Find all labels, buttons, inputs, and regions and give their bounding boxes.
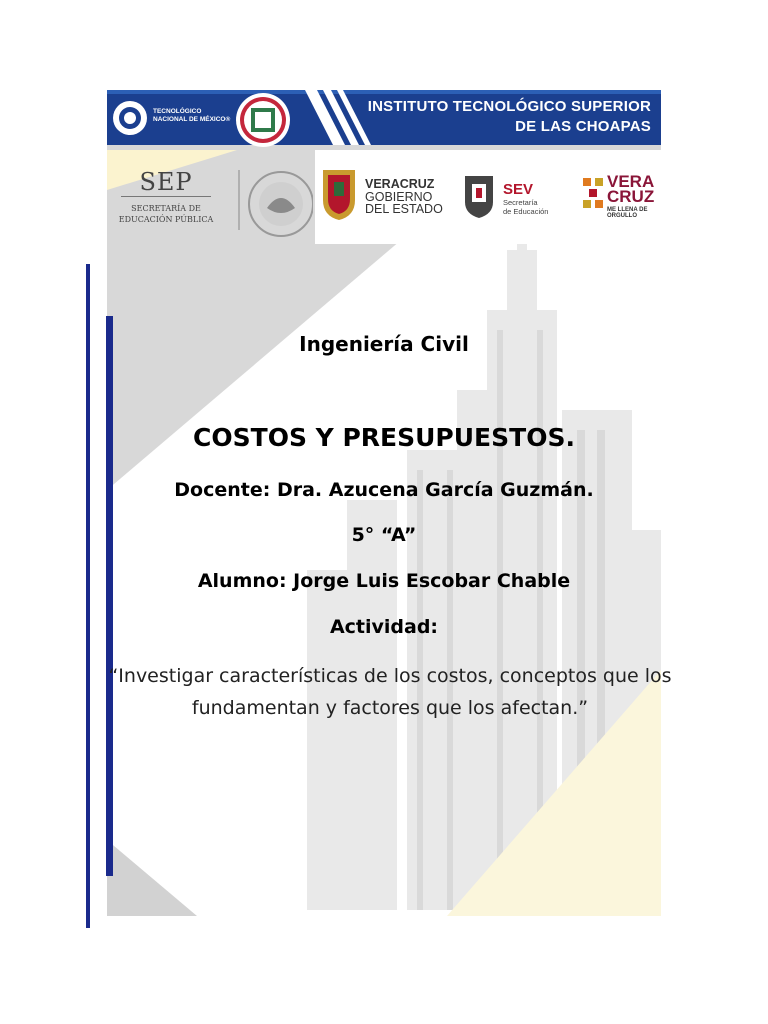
sev-logo: SEV Secretaría de Educación bbox=[503, 181, 549, 216]
activity-label: Actividad: bbox=[329, 616, 439, 638]
course-title: COSTOS Y PRESUPUESTOS. bbox=[193, 423, 575, 452]
logos-row bbox=[107, 160, 661, 242]
left-blue-rule-outer bbox=[86, 264, 90, 928]
tecnm-label: TECNOLÓGICO NACIONAL DE MÉXICO® bbox=[153, 108, 231, 123]
institute-title: INSTITUTO TECNOLÓGICO SUPERIOR DE LAS CHOAPAS bbox=[367, 98, 651, 135]
left-blue-rule-inner bbox=[106, 316, 113, 876]
teacher-line: Docente: Dra. Azucena García Guzmán. bbox=[174, 479, 594, 501]
institute-seal-icon bbox=[236, 93, 290, 147]
activity-description: “Investigar características de los costos, conceptos que los fundamentan y factores que los afectan.” bbox=[108, 665, 672, 719]
veracruz-brand-logo: VERA CRUZ ME LLENA DE ORGULLO bbox=[607, 172, 655, 219]
veracruz-government-logo: VERACRUZ GOBIERNO DEL ESTADO bbox=[365, 177, 443, 216]
veracruz-shield-icon bbox=[319, 164, 359, 222]
student-line: Alumno: Jorge Luis Escobar Chable bbox=[197, 570, 571, 592]
career-title: Ingeniería Civil bbox=[299, 332, 469, 356]
veracruz-pattern-icon bbox=[581, 176, 607, 210]
sep-logo: SEP SECRETARÍA DE EDUCACIÓN PÚBLICA bbox=[118, 168, 214, 224]
tecnm-gear-icon bbox=[113, 101, 147, 135]
sev-shield-icon bbox=[461, 172, 497, 220]
header-banner bbox=[107, 90, 661, 150]
mexico-coat-of-arms-icon bbox=[235, 164, 313, 244]
group-line: 5° “A” bbox=[351, 524, 417, 546]
